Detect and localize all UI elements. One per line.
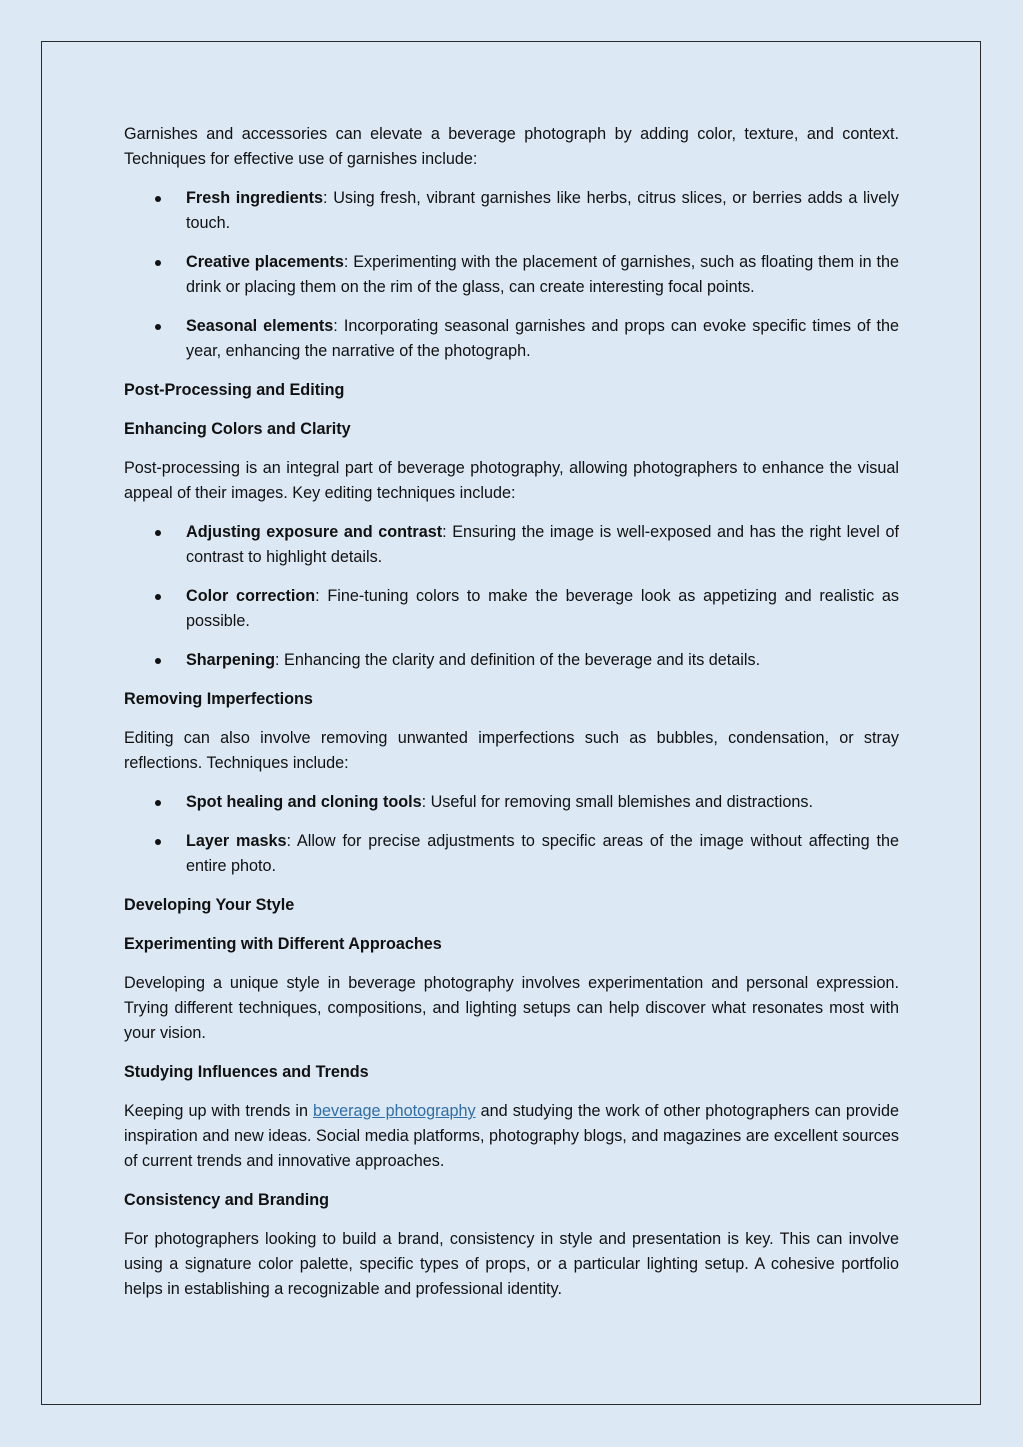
paragraph	[124, 1099, 899, 1174]
list-item	[124, 520, 899, 570]
list-desc: : Allow for precise adjustments to specific areas of the image without affecting the entire photo.	[186, 832, 899, 875]
editing-list	[124, 520, 899, 673]
list-desc: : Incorporating seasonal garnishes and props can evoke specific times of the year, enhancing the narrative of the photograph.	[186, 317, 900, 360]
bullet-icon	[155, 594, 161, 600]
imperfection-list	[124, 790, 899, 879]
garnish-list	[124, 186, 899, 364]
bullet-icon	[155, 324, 161, 330]
list-term: Adjusting exposure and contrast	[186, 523, 443, 541]
beverage-photography-link[interactable]: beverage photography	[313, 1102, 476, 1120]
section-heading: Developing Your Style	[124, 896, 295, 914]
paragraph: Developing a unique style in beverage photography involves experimentation and personal expression. Trying different techniques, compositions, and lighting setups can help discover what resonates most with your vision.	[124, 974, 899, 1042]
list-desc: : Experimenting with the placement of garnishes, such as floating them in the drink or placing them on the rim of the glass, can create interesting focal points.	[186, 253, 899, 296]
list-item	[124, 829, 899, 879]
list-desc: : Using fresh, vibrant garnishes like herbs, citrus slices, or berries adds a lively touch.	[186, 189, 899, 232]
list-term: Seasonal elements	[186, 317, 334, 335]
bullet-icon	[155, 800, 161, 806]
list-item	[124, 790, 899, 815]
list-item	[124, 584, 899, 634]
subsection-heading: Consistency and Branding	[124, 1191, 330, 1209]
list-term: Spot healing and cloning tools	[186, 793, 422, 811]
section-heading: Post-Processing and Editing	[124, 381, 345, 399]
list-item	[124, 648, 899, 673]
subsection-heading: Removing Imperfections	[124, 690, 313, 708]
paragraph: Post-processing is an integral part of beverage photography, allowing photographers to enhance the visual appeal of their images. Key editing techniques include:	[124, 459, 899, 502]
list-term: Color correction	[186, 587, 316, 605]
subsection-heading: Enhancing Colors and Clarity	[124, 420, 351, 438]
paragraph: For photographers looking to build a brand, consistency in style and presentation is key. This can involve using a signature color palette, specific types of props, or a particular lighting setup. A cohesive portfolio helps in establishing a recognizable and professional identity.	[124, 1230, 899, 1298]
list-term: Creative placements	[186, 253, 344, 271]
subsection-heading: Experimenting with Different Approaches	[124, 935, 442, 953]
subsection-heading: Studying Influences and Trends	[124, 1063, 369, 1081]
bullet-icon	[155, 658, 161, 664]
list-item	[124, 186, 899, 236]
paragraph: Editing can also involve removing unwanted imperfections such as bubbles, condensation, or stray reflections. Techniques include:	[124, 729, 899, 772]
text-run: Keeping up with trends in	[124, 1102, 314, 1120]
list-desc: : Ensuring the image is well-exposed and has the right level of contrast to highlight details.	[186, 523, 899, 566]
bullet-icon	[155, 839, 161, 845]
list-term: Fresh ingredients	[186, 189, 324, 207]
list-term: Sharpening	[186, 651, 276, 669]
list-desc: : Enhancing the clarity and definition of the beverage and its details.	[275, 651, 761, 669]
intro-paragraph: Garnishes and accessories can elevate a beverage photograph by adding color, texture, and context. Techniques for effective use of garnishes include:	[124, 125, 899, 168]
list-item	[124, 250, 899, 300]
list-desc: : Useful for removing small blemishes and distractions.	[421, 793, 813, 811]
bullet-icon	[155, 530, 161, 536]
list-desc: : Fine-tuning colors to make the beverage look as appetizing and realistic as possible.	[186, 587, 899, 630]
list-item	[124, 314, 899, 364]
bullet-icon	[155, 196, 161, 202]
text-run: and studying the work of other photographers can provide inspiration and new ideas. Social media platforms, photography blogs, and magazines are excellent sources of current trends and innovative approaches.	[124, 1102, 899, 1170]
document-body	[124, 122, 899, 1316]
list-term: Layer masks	[186, 832, 287, 850]
bullet-icon	[155, 260, 161, 266]
